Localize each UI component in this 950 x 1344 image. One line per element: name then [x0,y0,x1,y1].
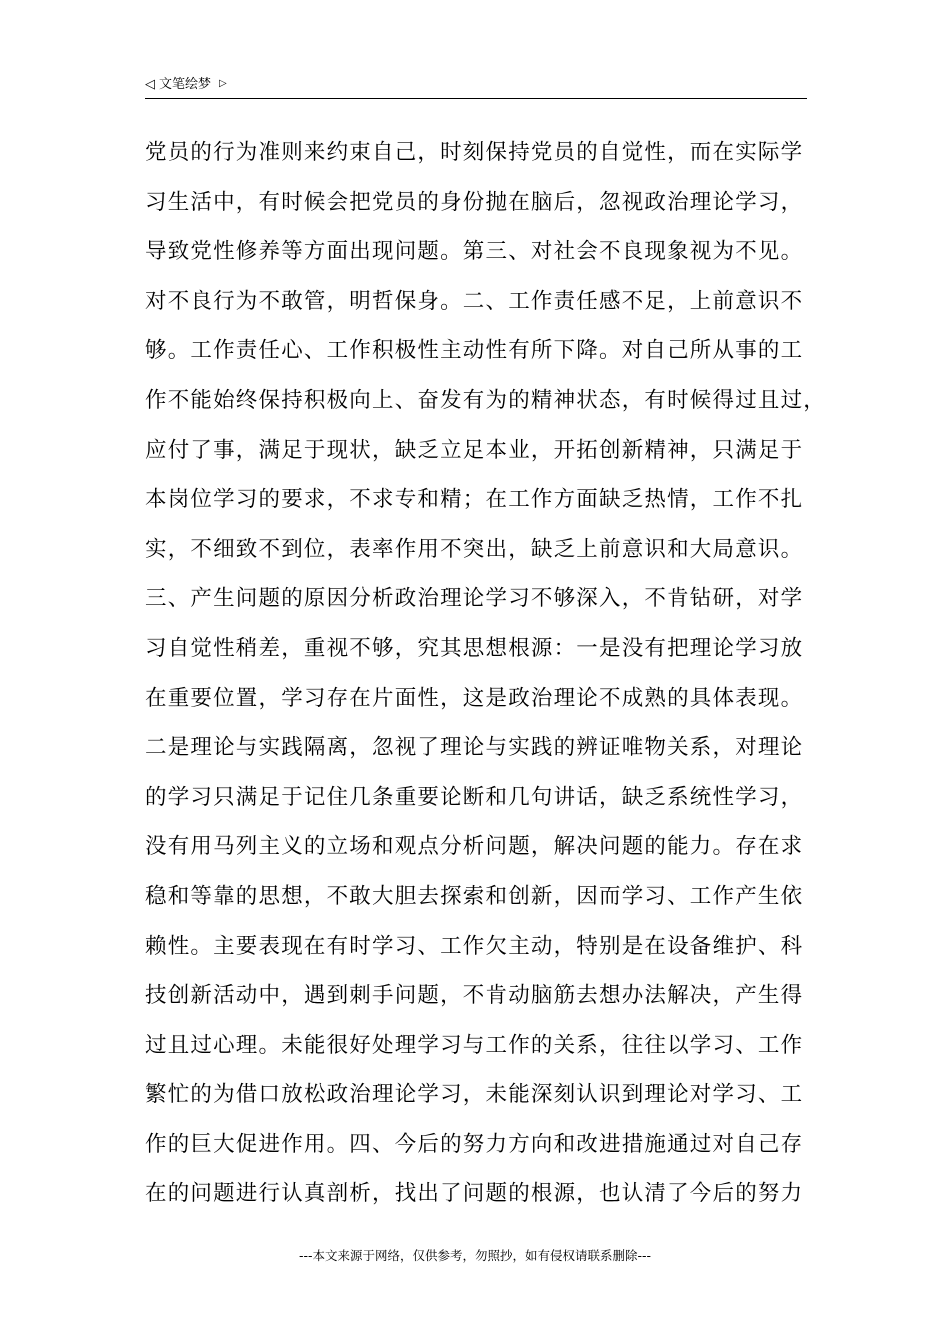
text-line: 技创新活动中，遇到刺手问题，不肯动脑筋去想办法解决，产生得 [145,983,804,1009]
header-title [145,74,227,95]
text-line: 过且过心理。未能很好处理学习与工作的关系，往往以学习、工作 [145,1032,804,1058]
text-line: 导致党性修养等方面出现问题。第三、对社会不良现象视为不见。 [145,239,804,265]
triangle-right-icon: ▷ [219,78,227,89]
text-line: 习生活中，有时候会把党员的身份抛在脑后，忽视政治理论学习， [145,189,804,215]
text-line: 在的问题进行认真剖析，找出了问题的根源，也认清了今后的努力 [145,1181,804,1207]
text-line: 作的巨大促进作用。四、今后的努力方向和改进措施通过对自己存 [145,1131,804,1157]
page-footer: ---本文来源于网络，仅供参考，勿照抄，如有侵权请联系删除--- [298,1248,652,1263]
text-line: 在重要位置，学习存在片面性，这是政治理论不成熟的具体表现。 [145,685,804,711]
text-line: 繁忙的为借口放松政治理论学习，未能深刻认识到理论对学习、工 [145,1082,804,1108]
text-line: 够。工作责任心、工作积极性主动性有所下降。对自己所从事的工 [145,338,804,364]
text-line: 没有用马列主义的立场和观点分析问题，解决问题的能力。存在求 [145,834,804,860]
text-line: 稳和等靠的思想，不敢大胆去探索和创新，因而学习、工作产生依 [145,883,804,909]
text-line: 的学习只满足于记住几条重要论断和几句讲话，缺乏系统性学习， [145,784,804,810]
header-title-text: 文笔绘梦 [159,77,212,92]
text-line: 二是理论与实践隔离，忽视了理论与实践的辨证唯物关系，对理论 [145,735,804,761]
body-text [145,128,827,1219]
text-line: 应付了事，满足于现状，缺乏立足本业，开拓创新精神，只满足于 [145,437,804,463]
text-line: 实，不细致不到位，表率作用不突出，缺乏上前意识和大局意识。 [145,536,804,562]
page-header [145,74,807,99]
triangle-left-icon: ◁ [145,77,155,92]
text-line: 作不能始终保持积极向上、奋发有为的精神状态，有时候得过且过， [145,387,827,413]
text-line: 对不良行为不敢管，明哲保身。二、工作责任感不足，上前意识不 [145,288,804,314]
text-line: 本岗位学习的要求，不求专和精；在工作方面缺乏热情，工作不扎 [145,487,804,513]
text-line: 党员的行为准则来约束自己，时刻保持党员的自觉性，而在实际学 [145,140,804,165]
text-line: 三、产生问题的原因分析政治理论学习不够深入，不肯钻研，对学 [145,586,804,612]
text-line: 习自觉性稍差，重视不够，究其思想根源：一是没有把理论学习放 [145,635,804,661]
text-line: 赖性。主要表现在有时学习、工作欠主动，特别是在设备维护、科 [145,933,804,959]
